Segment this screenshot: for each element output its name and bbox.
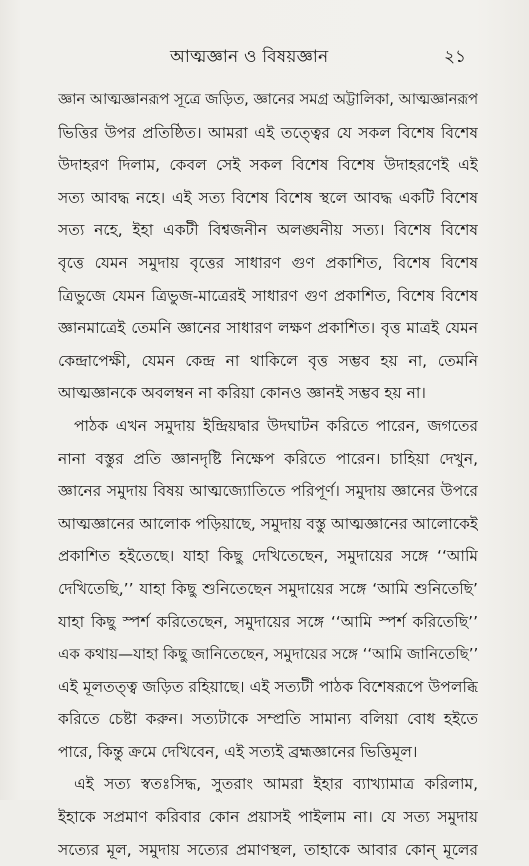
- text-line: আত্মজ্ঞানের আলোক পড়িয়াছে, সমুদায় বস্তু আত্মজ্ঞানের আলোকেই: [58, 514, 478, 533]
- text-line: পাঠক এখন সমুদায় ইন্দ্রিয়দ্বার উদঘাটন করিতে পারেন, জগতের: [74, 416, 478, 435]
- body-text: [58, 84, 478, 866]
- text-line: যাহা কিছু স্পর্শ করিতেছেন, সমুদায়ের সঙ্গে ‘‘আমি স্পর্শ করিতেছি’’: [58, 612, 478, 631]
- text-line: প্রকাশিত হইতেছে। যাহা কিছু দেখিতেছেন, সমুদায়ের সঙ্গে ‘‘আমি: [58, 547, 478, 566]
- text-line: জ্ঞান আত্মজ্ঞানরূপ সূত্রে জড়িত, জ্ঞানের সমগ্র অট্টালিকা, আত্মজ্ঞানরূপ: [58, 91, 478, 108]
- running-head: [0, 44, 529, 74]
- page-number: ২১: [444, 47, 467, 67]
- text-line: এই মূলতত্ত্ব জড়িত রহিয়াছে। এই সত্যটী পাঠক বিশেষরূপে উপলব্ধি: [58, 677, 478, 696]
- text-line: বৃত্তে যেমন সমুদায় বৃত্তের সাধারণ গুণ প্রকাশিত, বিশেষ বিশেষ: [58, 253, 478, 272]
- text-line: ভিত্তির উপর প্রতিষ্ঠিত। আমরা এই তত্ত্বের যে সকল বিশেষ বিশেষ: [58, 123, 478, 142]
- text-line: দেখিতেছি,’’ যাহা কিছু শুনিতেছেন সমুদায়ের সঙ্গে ‘আমি শুনিতেছি’: [58, 579, 478, 598]
- text-line: নানা বস্তুর প্রতি জ্ঞানদৃষ্টি নিক্ষেপ করিতে পারেন। চাহিয়া দেখুন,: [58, 449, 478, 468]
- text-line: পারে, কিন্তু ক্রমে দেখিবেন, এই সত্যই ব্রহ্মজ্ঞানের ভিত্তিমূল।: [58, 742, 418, 761]
- text-line: ইহাকে সপ্রমাণ করিবার কোন প্রয়াসই পাইলাম না। যে সত্য সমুদায়: [58, 808, 478, 827]
- text-line: জ্ঞানমাত্রেই তেমনি জ্ঞানের সাধারণ লক্ষণ প্রকাশিত। বৃত্ত মাত্রই যেমন: [58, 319, 478, 338]
- text-line: জ্ঞানের সমুদায় বিষয় আত্মজ্যোতিতে পরিপূর্ণ। সমুদায় জ্ঞানের উপরে: [58, 482, 478, 501]
- text-line: সত্য আবদ্ধ নহে। এই সত্য বিশেষ বিশেষ স্থলে আবদ্ধ একটি বিশেষ: [58, 188, 478, 207]
- text-line: করিতে চেষ্টা করুন। সত্যটাকে সম্প্রতি সামান্য বলিয়া বোধ হইতে: [58, 710, 478, 729]
- chapter-title: আত্মজ্ঞান ও বিষয়জ্ঞান: [170, 47, 329, 67]
- text-line: সত্য নহে, ইহা একটী বিশ্বজনীন অলঙ্ঘনীয় সত্য। বিশেষ বিশেষ: [58, 221, 478, 240]
- text-line: ত্রিভুজে যেমন ত্রিভুজ-মাত্রেরই সাধারণ গুণ প্রকাশিত, বিশেষ বিশেষ: [58, 286, 478, 305]
- text-line: আত্মজ্ঞানকে অবলম্বন না করিয়া কোনও জ্ঞানই সম্ভব হয় না।: [58, 384, 426, 403]
- text-line: কেন্দ্রাপেক্ষী, যেমন কেন্দ্র না থাকিলে বৃত্ত সম্ভব হয় না, তেমনি: [58, 351, 478, 370]
- text-line: সত্যের মূল, সমুদায় সত্যের প্রমাণস্থল, তাহাকে আবার কোন্ মূলের: [58, 840, 478, 859]
- text-line: এই সত্য স্বতঃসিদ্ধ, সুতরাং আমরা ইহার ব্যাখ্যামাত্র করিলাম,: [74, 775, 478, 794]
- text-line: উদাহরণ দিলাম, কেবল সেই সকল বিশেষ বিশেষ উদাহরণেই এই: [58, 156, 478, 175]
- text-line: এক কথায়—যাহা কিছু জানিতেছেন, সমুদায়ের সঙ্গে ‘‘আমি জানিতেছি’’: [58, 645, 478, 664]
